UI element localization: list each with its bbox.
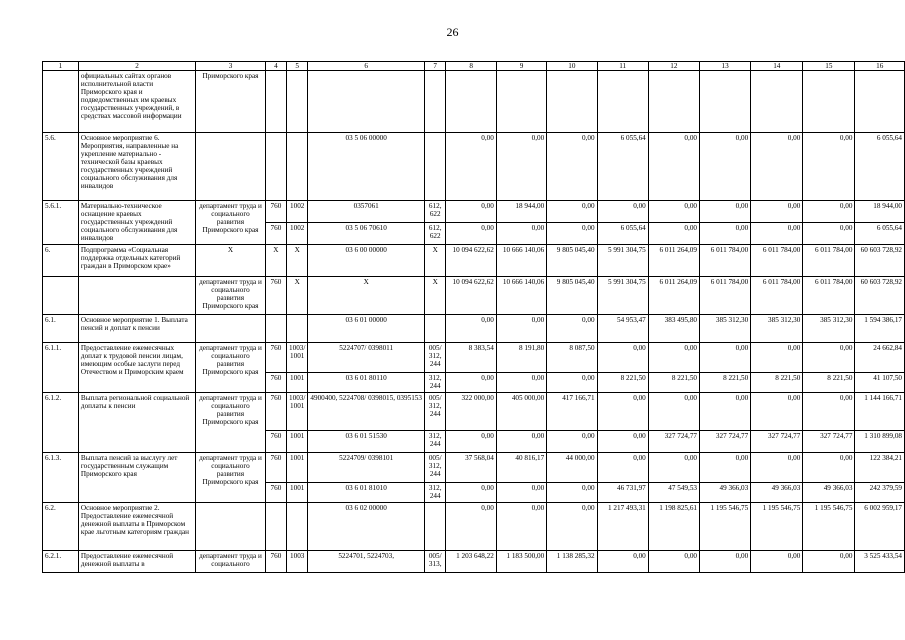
table-cell: 8 221,50 xyxy=(700,373,751,393)
table-cell: 6 011 264,09 xyxy=(648,277,699,315)
table-cell: 242 379,59 xyxy=(855,483,905,503)
table-cell: 0,00 xyxy=(496,315,546,343)
table-cell: 60 603 728,92 xyxy=(855,277,905,315)
table-cell: 8 221,50 xyxy=(597,373,648,393)
table-cell: 0,00 xyxy=(547,483,597,503)
table-cell: 0,00 xyxy=(700,453,751,483)
table-cell: 5224707/ 0398011 xyxy=(308,343,425,373)
table-cell: X xyxy=(265,245,286,277)
table-cell xyxy=(803,71,855,133)
column-number-15: 15 xyxy=(803,62,855,71)
table-cell: 6.2.1. xyxy=(43,551,79,573)
table-cell: 1 195 546,75 xyxy=(700,503,751,551)
table-cell: 612, 622 xyxy=(424,223,445,245)
table-cell: 0,00 xyxy=(446,315,496,343)
table-cell: 0,00 xyxy=(700,551,751,573)
table-cell: Предоставление ежемесячных доплат к трудовой пенсии лицам, имеющим особые заслуги перед Отечеством и Приморским краем xyxy=(78,343,195,393)
table-cell: 10 094 622,62 xyxy=(446,277,496,315)
table-cell: 03 5 06 00000 xyxy=(308,133,425,201)
table-cell: 6 011 264,09 xyxy=(648,245,699,277)
table-cell: официальных сайтах органов исполнительной власти Приморского края и подведомственных им краевых государственных учреждений, в средствах массовой информации xyxy=(78,71,195,133)
table-cell: 1 198 825,61 xyxy=(648,503,699,551)
table-cell: департамент труда и социального развития Приморского края xyxy=(196,393,266,453)
table-cell: 1 217 493,31 xyxy=(597,503,648,551)
table-cell: 0,00 xyxy=(496,431,546,453)
column-number-1: 1 xyxy=(43,62,79,71)
table-cell: 760 xyxy=(265,201,286,223)
table-cell: 0,00 xyxy=(700,133,751,201)
table-cell: 0,00 xyxy=(547,431,597,453)
table-cell: 1 183 500,00 xyxy=(496,551,546,573)
table-cell: 417 166,71 xyxy=(547,393,597,431)
table-cell xyxy=(446,71,496,133)
table-cell: департамент труда и социального развития Приморского края xyxy=(196,201,266,245)
table-cell: 6 011 784,00 xyxy=(751,245,803,277)
table-cell xyxy=(196,503,266,551)
table-cell: 0,00 xyxy=(597,201,648,223)
column-number-4: 4 xyxy=(265,62,286,71)
table-cell: департамент труда и социального xyxy=(196,551,266,573)
table-cell xyxy=(648,71,699,133)
table-cell: 327 724,77 xyxy=(751,431,803,453)
table-cell: X xyxy=(287,277,308,315)
table-row xyxy=(43,71,905,133)
table-cell: 6 002 959,17 xyxy=(855,503,905,551)
table-cell: 8 221,50 xyxy=(648,373,699,393)
table-cell: 760 xyxy=(265,483,286,503)
table-cell: 312, 244 xyxy=(424,431,445,453)
table-cell: 18 944,00 xyxy=(496,201,546,223)
table-cell: 760 xyxy=(265,223,286,245)
table-cell: 03 5 06 70610 xyxy=(308,223,425,245)
column-number-6: 6 xyxy=(308,62,425,71)
table-cell: 385 312,30 xyxy=(803,315,855,343)
table-cell: 46 731,97 xyxy=(597,483,648,503)
table-cell: 0,00 xyxy=(751,133,803,201)
table-cell: 10 666 140,06 xyxy=(496,277,546,315)
table-cell: 0,00 xyxy=(751,201,803,223)
table-cell: 1001 xyxy=(287,431,308,453)
header-row xyxy=(43,62,905,71)
table-cell: 03 6 01 00000 xyxy=(308,315,425,343)
table-cell xyxy=(265,71,286,133)
table-cell: 03 6 02 00000 xyxy=(308,503,425,551)
table-cell: 49 366,03 xyxy=(751,483,803,503)
table-cell: 60 603 728,92 xyxy=(855,245,905,277)
page-number: 26 xyxy=(446,25,459,39)
table-cell: 41 107,50 xyxy=(855,373,905,393)
column-number-13: 13 xyxy=(700,62,751,71)
column-number-8: 8 xyxy=(446,62,496,71)
table-cell: 1 203 648,22 xyxy=(446,551,496,573)
table-cell xyxy=(287,503,308,551)
table-cell xyxy=(78,277,195,315)
table-cell: Приморского края xyxy=(196,71,266,133)
table-cell: 0,00 xyxy=(446,483,496,503)
table-cell xyxy=(855,71,905,133)
table-cell: 1003/ 1001 xyxy=(287,393,308,431)
table-cell: 8 191,80 xyxy=(496,343,546,373)
table-cell: 0357061 xyxy=(308,201,425,223)
table-cell: 1001 xyxy=(287,373,308,393)
table-cell: 0,00 xyxy=(803,343,855,373)
column-number-9: 9 xyxy=(496,62,546,71)
table-cell: 005/ 312, 244 xyxy=(424,453,445,483)
table-cell: 0,00 xyxy=(751,223,803,245)
table-cell xyxy=(196,315,266,343)
column-number-7: 7 xyxy=(424,62,445,71)
table-cell: 327 724,77 xyxy=(648,431,699,453)
table-cell xyxy=(43,277,79,315)
table-cell xyxy=(424,503,445,551)
column-number-12: 12 xyxy=(648,62,699,71)
table-cell: 0,00 xyxy=(648,393,699,431)
table-cell: 760 xyxy=(265,343,286,373)
table-cell: 0,00 xyxy=(496,483,546,503)
table-cell: Материально-техническое оснащение краевых государственных учреждений социального обслуживания для инвалидов xyxy=(78,201,195,245)
table-cell: 5.6.1. xyxy=(43,201,79,245)
table-cell: 322 000,00 xyxy=(446,393,496,431)
table-cell: 0,00 xyxy=(803,551,855,573)
table-cell: 760 xyxy=(265,453,286,483)
table-cell: 0,00 xyxy=(648,201,699,223)
table-cell: 005/ 313, xyxy=(424,551,445,573)
table-cell: 0,00 xyxy=(803,223,855,245)
table-cell: 312, 244 xyxy=(424,483,445,503)
table-cell: 0,00 xyxy=(446,201,496,223)
budget-table xyxy=(42,61,905,573)
table-cell: 385 312,30 xyxy=(751,315,803,343)
table-cell xyxy=(424,71,445,133)
table-cell: 5224709/ 0398101 xyxy=(308,453,425,483)
table-cell: 6.1.2. xyxy=(43,393,79,453)
table-cell: 6.1. xyxy=(43,315,79,343)
table-cell xyxy=(287,315,308,343)
table-cell xyxy=(196,133,266,201)
table-cell: 0,00 xyxy=(496,223,546,245)
table-cell: 5.6. xyxy=(43,133,79,201)
table-cell: 1 138 285,32 xyxy=(547,551,597,573)
table-cell: 0,00 xyxy=(446,431,496,453)
table-cell: 03 6 00 00000 xyxy=(308,245,425,277)
table-row xyxy=(43,315,905,343)
table-cell xyxy=(287,71,308,133)
table-cell: 1001 xyxy=(287,453,308,483)
column-number-5: 5 xyxy=(287,62,308,71)
table-cell: 0,00 xyxy=(751,453,803,483)
table-cell: 5224701, 5224703, xyxy=(308,551,425,573)
table-cell xyxy=(597,71,648,133)
table-cell: Подпрограмма «Социальная поддержка отдельных категорий граждан в Приморском крае» xyxy=(78,245,195,277)
table-cell: 18 944,00 xyxy=(855,201,905,223)
table-row xyxy=(43,453,905,483)
table-cell: 0,00 xyxy=(648,551,699,573)
table-cell xyxy=(287,133,308,201)
table-cell: Основное мероприятие 6. Мероприятия, направленные на укрепление материально - технической базы краевых государственных учреждений социального обслуживания для инвалидов xyxy=(78,133,195,201)
table-cell: 327 724,77 xyxy=(803,431,855,453)
table-cell xyxy=(424,315,445,343)
table-cell xyxy=(43,71,79,133)
table-cell: 1001 xyxy=(287,483,308,503)
table-cell: 6 011 784,00 xyxy=(700,277,751,315)
table-cell: 0,00 xyxy=(446,133,496,201)
table-cell xyxy=(424,133,445,201)
table-cell: 0,00 xyxy=(597,393,648,431)
table-cell: 0,00 xyxy=(803,393,855,431)
table-cell xyxy=(751,71,803,133)
table-row xyxy=(43,277,905,315)
table-cell: 54 953,47 xyxy=(597,315,648,343)
table-cell: 8 383,54 xyxy=(446,343,496,373)
table-cell: 0,00 xyxy=(496,133,546,201)
table-cell: 0,00 xyxy=(597,551,648,573)
table-cell: 312, 244 xyxy=(424,373,445,393)
table-cell: 6 011 784,00 xyxy=(803,277,855,315)
table-cell: 6 055,64 xyxy=(855,223,905,245)
table-cell: 1 310 899,08 xyxy=(855,431,905,453)
table-cell: 5 991 304,75 xyxy=(597,245,648,277)
table-cell: 612, 622 xyxy=(424,201,445,223)
table-cell: 760 xyxy=(265,277,286,315)
table-cell: 0,00 xyxy=(751,393,803,431)
table-row xyxy=(43,245,905,277)
table-cell: 49 366,03 xyxy=(700,483,751,503)
table-cell: Основное мероприятие 1. Выплата пенсий и доплат к пенсии xyxy=(78,315,195,343)
table-cell: 0,00 xyxy=(496,373,546,393)
table-cell: 760 xyxy=(265,373,286,393)
table-cell: департамент труда и социального развития Приморского края xyxy=(196,343,266,393)
column-number-11: 11 xyxy=(597,62,648,71)
table-cell: 0,00 xyxy=(803,453,855,483)
table-cell: 0,00 xyxy=(547,133,597,201)
table-cell: 1003/ 1001 xyxy=(287,343,308,373)
table-cell: 10 666 140,06 xyxy=(496,245,546,277)
table-cell xyxy=(265,133,286,201)
table-cell: 8 221,50 xyxy=(803,373,855,393)
column-number-16: 16 xyxy=(855,62,905,71)
table-cell: 6 055,64 xyxy=(597,133,648,201)
table-cell: 0,00 xyxy=(751,343,803,373)
table-cell: 03 6 01 51530 xyxy=(308,431,425,453)
table-cell: 0,00 xyxy=(700,343,751,373)
table-cell: 0,00 xyxy=(700,393,751,431)
table-cell: 6. xyxy=(43,245,79,277)
table-cell xyxy=(700,71,751,133)
table-cell: 47 549,53 xyxy=(648,483,699,503)
table-cell: Выплата региональной социальной доплаты к пенсии xyxy=(78,393,195,453)
table-cell: 005/ 312, 244 xyxy=(424,393,445,431)
table-cell: X xyxy=(196,245,266,277)
table-cell: 1003 xyxy=(287,551,308,573)
table-cell: 1 144 166,71 xyxy=(855,393,905,431)
table-cell: 03 6 01 80110 xyxy=(308,373,425,393)
table-cell: 385 312,30 xyxy=(700,315,751,343)
table-cell: 10 094 622,62 xyxy=(446,245,496,277)
table-cell: Основное мероприятие 2. Предоставление ежемесячной денежной выплаты в Приморском крае льготным категориям граждан xyxy=(78,503,195,551)
table-cell xyxy=(547,71,597,133)
table-cell xyxy=(308,71,425,133)
table-cell: 1002 xyxy=(287,201,308,223)
table-cell: 6 055,64 xyxy=(597,223,648,245)
table-cell: 0,00 xyxy=(547,223,597,245)
table-cell: 6 011 784,00 xyxy=(803,245,855,277)
table-cell: 0,00 xyxy=(547,315,597,343)
table-cell: 1 195 546,75 xyxy=(803,503,855,551)
table-cell: 6 011 784,00 xyxy=(700,245,751,277)
table-cell: 0,00 xyxy=(597,453,648,483)
table-cell: 383 495,80 xyxy=(648,315,699,343)
column-number-2: 2 xyxy=(78,62,195,71)
table-cell: 0,00 xyxy=(597,343,648,373)
table-cell xyxy=(265,503,286,551)
table-cell: 44 000,00 xyxy=(547,453,597,483)
table-row xyxy=(43,503,905,551)
table-cell: 760 xyxy=(265,431,286,453)
table-cell: 0,00 xyxy=(446,223,496,245)
table-row xyxy=(43,201,905,223)
table-row xyxy=(43,133,905,201)
table-cell: X xyxy=(424,245,445,277)
table-cell xyxy=(496,71,546,133)
table-row xyxy=(43,393,905,431)
table-cell: 6.1.3. xyxy=(43,453,79,503)
table-cell: 405 000,00 xyxy=(496,393,546,431)
table-cell: 5 991 304,75 xyxy=(597,277,648,315)
table-cell: 0,00 xyxy=(700,223,751,245)
table-cell: 4900400, 5224708/ 0398015, 0395153 xyxy=(308,393,425,431)
table-cell: 24 662,84 xyxy=(855,343,905,373)
table-cell: 0,00 xyxy=(547,503,597,551)
table-cell: 0,00 xyxy=(751,551,803,573)
table-cell: 0,00 xyxy=(496,503,546,551)
table-cell: X xyxy=(308,277,425,315)
table-cell: 49 366,03 xyxy=(803,483,855,503)
table-cell: 0,00 xyxy=(547,373,597,393)
table-cell: 8 087,50 xyxy=(547,343,597,373)
table-cell: 0,00 xyxy=(547,201,597,223)
column-number-10: 10 xyxy=(547,62,597,71)
table-cell: департамент труда и социального развития Приморского края xyxy=(196,453,266,503)
table-cell: 1002 xyxy=(287,223,308,245)
table-cell: 0,00 xyxy=(648,343,699,373)
table-cell: 3 525 433,54 xyxy=(855,551,905,573)
table-cell: 9 805 045,40 xyxy=(547,277,597,315)
table-cell: 6.1.1. xyxy=(43,343,79,393)
table-cell: 03 6 01 81010 xyxy=(308,483,425,503)
table-cell: 327 724,77 xyxy=(700,431,751,453)
table-cell: 6 055,64 xyxy=(855,133,905,201)
table-cell: 8 221,50 xyxy=(751,373,803,393)
table-cell: X xyxy=(424,277,445,315)
table-cell: X xyxy=(287,245,308,277)
table-cell: 760 xyxy=(265,551,286,573)
table-cell: 0,00 xyxy=(446,373,496,393)
table-cell: 0,00 xyxy=(803,133,855,201)
table-cell: 1 594 386,17 xyxy=(855,315,905,343)
table-cell: Выплата пенсий за выслугу лет государственным служащим Приморского края xyxy=(78,453,195,503)
table-cell: 0,00 xyxy=(648,453,699,483)
table-cell: 6 011 784,00 xyxy=(751,277,803,315)
table-row xyxy=(43,551,905,573)
table-cell: 0,00 xyxy=(648,223,699,245)
table-cell: 005/ 312, 244 xyxy=(424,343,445,373)
table-cell: 1 195 546,75 xyxy=(751,503,803,551)
table-cell: 0,00 xyxy=(446,503,496,551)
table-cell: департамент труда и социального развития Приморского края xyxy=(196,277,266,315)
table-cell: 0,00 xyxy=(597,431,648,453)
table-row xyxy=(43,343,905,373)
table-cell: 0,00 xyxy=(648,133,699,201)
column-number-14: 14 xyxy=(751,62,803,71)
table-cell: 37 568,04 xyxy=(446,453,496,483)
table-cell: 9 805 045,40 xyxy=(547,245,597,277)
table-cell: 0,00 xyxy=(803,201,855,223)
table-cell: 760 xyxy=(265,393,286,431)
table-cell: 40 816,17 xyxy=(496,453,546,483)
table-cell: Предоставление ежемесячной денежной выплаты в xyxy=(78,551,195,573)
column-number-3: 3 xyxy=(196,62,266,71)
table-cell: 6.2. xyxy=(43,503,79,551)
table-cell xyxy=(265,315,286,343)
table-cell: 0,00 xyxy=(700,201,751,223)
table-cell: 122 384,21 xyxy=(855,453,905,483)
